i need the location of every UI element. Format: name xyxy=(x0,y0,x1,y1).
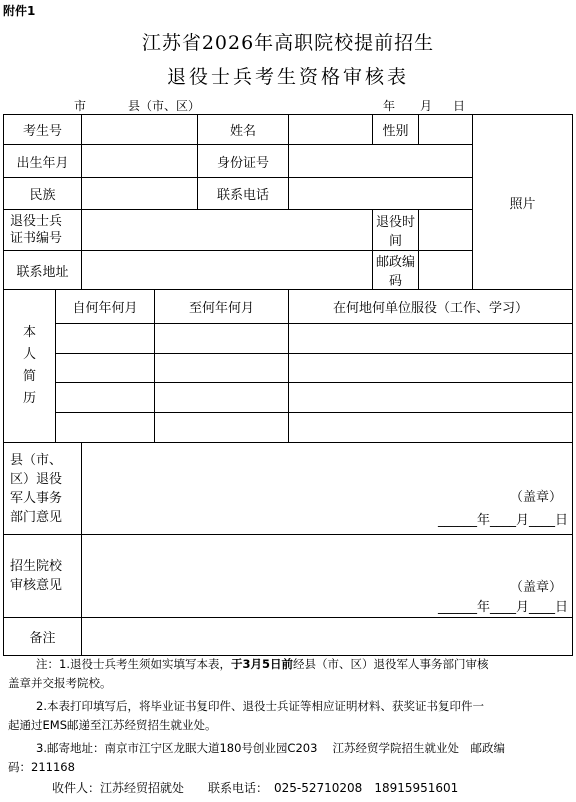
county-opinion-line3: 军人事务 xyxy=(10,490,63,506)
county-opinion-line2: 区）退役 xyxy=(10,471,63,487)
county-opinion-line1: 县（市、 xyxy=(10,452,63,468)
county-date-line: ______年____月____日 xyxy=(438,513,569,528)
school-opinion-field[interactable] xyxy=(82,535,573,618)
birth-field[interactable] xyxy=(82,145,198,178)
attachment-label: 附件1 xyxy=(3,4,36,18)
id-no-field[interactable] xyxy=(289,145,473,178)
location-county: 县（市、区） xyxy=(128,99,201,113)
note-4-recipient: 收件人：江苏经贸招就处 联系电话： 025-52710208 18915951601 xyxy=(52,781,459,795)
location-city: 市 xyxy=(74,99,87,113)
resume-where-header: 在何地何单位服役（工作、学习） xyxy=(289,290,573,324)
exam-no-field[interactable] xyxy=(82,115,198,145)
exam-no-label: 考生号 xyxy=(4,115,82,145)
qualification-form-table xyxy=(3,114,573,656)
postcode-field[interactable] xyxy=(419,251,473,290)
resume-to-cell[interactable] xyxy=(155,324,289,354)
note-1-text-c: 经县（市、区）退役军人事务部门审核 xyxy=(293,657,489,671)
birth-label: 出生年月 xyxy=(4,145,82,178)
name-label: 姓名 xyxy=(198,115,289,145)
cert-no-field[interactable] xyxy=(82,210,373,251)
resume-to-cell[interactable] xyxy=(155,383,289,413)
school-stamp-label: （盖章） xyxy=(510,580,563,595)
note-3-line2: 码：211168 xyxy=(8,760,75,774)
retire-time-field[interactable] xyxy=(419,210,473,251)
date-month: 月 xyxy=(420,99,433,113)
gender-label: 性别 xyxy=(373,115,419,145)
note-1-deadline: 于3月5日前 xyxy=(230,657,293,671)
phone-field[interactable] xyxy=(289,178,473,210)
resume-from-cell[interactable] xyxy=(56,354,155,383)
note-2-line2: 起通过EMS邮递至江苏经贸招生就业处。 xyxy=(8,718,217,732)
resume-from-cell[interactable] xyxy=(56,324,155,354)
county-stamp-label: （盖章） xyxy=(510,490,563,505)
cert-no-label-line1: 退役士兵 xyxy=(10,214,63,229)
photo-box xyxy=(473,115,573,290)
cert-no-label-line2: 证书编号 xyxy=(10,231,63,246)
resume-to-cell[interactable] xyxy=(155,413,289,443)
note-1-text-a: 注：1.退役士兵考生须如实填写本表， xyxy=(36,657,231,671)
school-opinion-line2: 审核意见 xyxy=(10,578,63,593)
school-date-line: ______年____月____日 xyxy=(438,600,569,615)
resume-char-3: 简 xyxy=(22,369,36,384)
note-3-line1: 3.邮寄地址：南京市江宁区龙眠大道180号创业园C203 江苏经贸学院招生就业处 邮政编 xyxy=(36,741,506,755)
resume-from-header: 自何年何月 xyxy=(56,290,155,324)
ethnicity-field[interactable] xyxy=(82,178,198,210)
remark-field[interactable] xyxy=(82,618,573,656)
resume-label xyxy=(4,290,56,443)
name-field[interactable] xyxy=(289,115,373,145)
county-opinion-label xyxy=(4,443,82,535)
photo-label: 照片 xyxy=(509,196,536,212)
address-label: 联系地址 xyxy=(4,251,82,290)
remark-label: 备注 xyxy=(4,618,82,656)
resume-char-2: 人 xyxy=(22,347,36,362)
resume-to-header: 至何年何月 xyxy=(155,290,289,324)
county-opinion-line4: 部门意见 xyxy=(10,509,63,525)
address-field[interactable] xyxy=(82,251,373,290)
cert-no-label xyxy=(4,210,82,251)
form-title-line1: 江苏省2026年高职院校提前招生 xyxy=(141,32,435,54)
note-1-line1 xyxy=(36,655,489,674)
school-opinion-line1: 招生院校 xyxy=(10,559,63,574)
note-1-line2: 盖章并交报考院校。 xyxy=(8,676,112,690)
resume-char-1: 本 xyxy=(22,325,36,340)
resume-where-cell[interactable] xyxy=(289,383,573,413)
resume-where-cell[interactable] xyxy=(289,324,573,354)
id-no-label: 身份证号 xyxy=(198,145,289,178)
notes-section xyxy=(0,655,576,800)
date-year: 年 xyxy=(383,99,396,113)
gender-field[interactable] xyxy=(419,115,473,145)
form-title-line2: 退役士兵考生资格审核表 xyxy=(166,66,409,88)
resume-from-cell[interactable] xyxy=(56,383,155,413)
phone-label: 联系电话 xyxy=(198,178,289,210)
retire-time-label: 退役时间 xyxy=(373,210,419,251)
school-opinion-label xyxy=(4,535,82,618)
resume-where-cell[interactable] xyxy=(289,354,573,383)
postcode-label: 邮政编码 xyxy=(373,251,419,290)
ethnicity-label: 民族 xyxy=(4,178,82,210)
resume-to-cell[interactable] xyxy=(155,354,289,383)
resume-where-cell[interactable] xyxy=(289,413,573,443)
resume-char-4: 历 xyxy=(22,391,36,406)
note-2-line1: 2.本表打印填写后，将毕业证书复印件、退役士兵证等相应证明材料、获奖证书复印件一 xyxy=(36,699,484,713)
resume-from-cell[interactable] xyxy=(56,413,155,443)
date-day: 日 xyxy=(453,99,466,113)
county-opinion-field[interactable] xyxy=(82,443,573,535)
